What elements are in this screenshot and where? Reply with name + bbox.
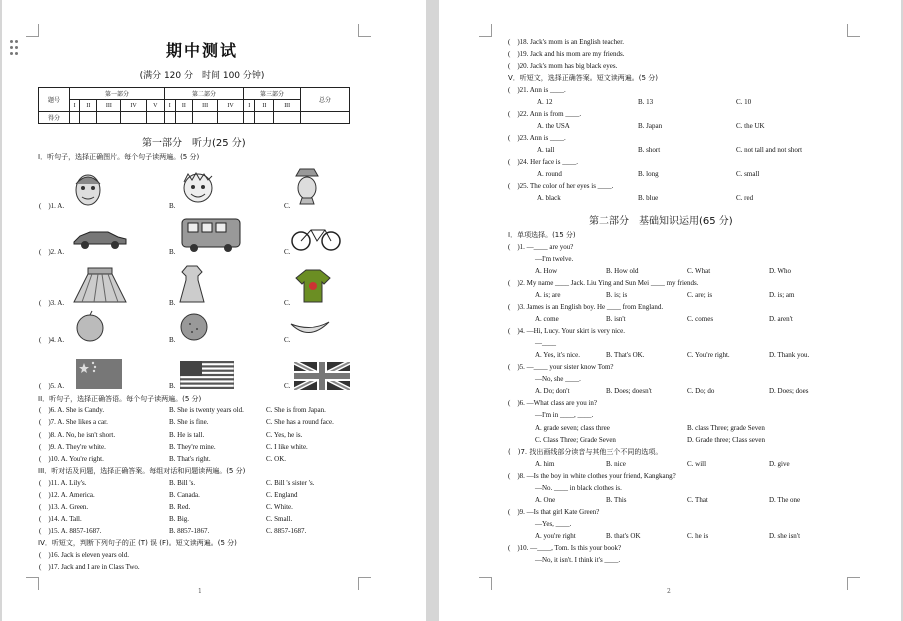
- crop-mark: [26, 24, 39, 37]
- question-text: ( )1. —____ are you?: [508, 243, 574, 251]
- crop-mark: [26, 577, 39, 590]
- question-text: ( )5. —____ your sister know Tom?: [508, 363, 614, 371]
- instruction: III．听对话及问题，选择正确答案。每组对话和问题读两遍。(5 分): [38, 467, 246, 475]
- option-b: B. isn't: [606, 315, 626, 323]
- option-a: A. grade seven; class three: [535, 424, 610, 432]
- question-text: ( )21. Ann is ____.: [508, 86, 566, 94]
- sub-header: III: [97, 100, 121, 112]
- question-text: ( )9. A. They're white.: [39, 443, 106, 451]
- option-label: C.: [284, 336, 291, 344]
- option-d: D. Thank you.: [769, 351, 810, 359]
- option-c: C. the UK: [736, 122, 765, 130]
- question-text: ( )23. Ann is ____.: [508, 134, 566, 142]
- question-text: ( )4. —Hi, Lucy. Your skirt is very nice.: [508, 327, 625, 335]
- instruction: V．听短文，选择正确答案。短文读两遍。(5 分): [508, 74, 658, 82]
- option-b: B. blue: [638, 194, 659, 202]
- china-flag-icon: [76, 359, 122, 389]
- option-a: A. is; are: [535, 291, 561, 299]
- score-table: [38, 87, 350, 124]
- sub-header: III: [193, 100, 218, 112]
- question-text: ( )7. A. She likes a car.: [39, 418, 108, 426]
- sub-header: I: [244, 100, 255, 112]
- apple-icon: [74, 310, 106, 342]
- option-c: C. What: [687, 267, 711, 275]
- sub-header: II: [175, 100, 193, 112]
- option-a: A. One: [535, 496, 556, 504]
- section-title: 第二部分 基础知识运用(65 分): [589, 216, 733, 227]
- bus-icon: [180, 216, 244, 254]
- usa-flag-icon: [180, 361, 234, 389]
- question-text: ( )8. —Is the boy in white clothes your friend, Kangkang?: [508, 472, 676, 480]
- part-header: 第二部分: [165, 88, 244, 100]
- option-c: C. England: [266, 491, 298, 499]
- round-face-icon: [178, 170, 218, 204]
- option-c: C. 8857-1687.: [266, 527, 307, 535]
- option-label: C.: [284, 299, 291, 307]
- option-c: C. She has a round face.: [266, 418, 334, 426]
- option-a: A. him: [535, 460, 555, 468]
- question-line: —No, she ____.: [535, 375, 581, 383]
- sub-header: I: [70, 100, 80, 112]
- option-d: D. Grade three; Class seven: [687, 436, 765, 444]
- option-c: C. small: [736, 170, 760, 178]
- option-b: B. He is tall.: [169, 431, 205, 439]
- car-icon: [72, 228, 128, 250]
- crop-mark: [847, 577, 860, 590]
- question-text: ( )3. James is an English boy. He ____ from England.: [508, 303, 664, 311]
- option-b: B. She is twenty years old.: [169, 406, 244, 414]
- option-c: C. red: [736, 194, 754, 202]
- option-c: C. he is: [687, 532, 709, 540]
- option-d: D. Does; does: [769, 387, 809, 395]
- option-label: C.: [284, 382, 291, 390]
- question-text: ( )24. Her face is ____.: [508, 158, 578, 166]
- sub-header: V: [146, 100, 164, 112]
- option-c: C. Small.: [266, 515, 293, 523]
- page-number: 2: [667, 588, 671, 595]
- question-line: —No, it isn't. I think it's ____.: [535, 556, 621, 564]
- option-b: B. Japan: [638, 122, 663, 130]
- option-b: B. They're mine.: [169, 443, 216, 451]
- option-b: B. How old: [606, 267, 639, 275]
- option-a: A. round: [537, 170, 562, 178]
- option-c: C. You're right.: [687, 351, 730, 359]
- option-c: C. I like white.: [266, 443, 308, 451]
- orange-icon: [178, 312, 210, 342]
- exam-page-2: [439, 0, 901, 621]
- sub-header: IV: [121, 100, 146, 112]
- option-a: A. 12: [537, 98, 553, 106]
- option-b: B. long: [638, 170, 659, 178]
- boy-face-icon: [72, 168, 104, 208]
- dress-icon: [178, 264, 206, 304]
- crop-mark: [847, 24, 860, 37]
- option-d: D. Who: [769, 267, 792, 275]
- sub-header: IV: [218, 100, 244, 112]
- question-text: ( )18. Jack's mom is an English teacher.: [508, 38, 624, 46]
- crop-mark: [358, 24, 371, 37]
- question-text: ( )19. Jack and his mom are my friends.: [508, 50, 625, 58]
- option-c: C. Yes, he is.: [266, 431, 303, 439]
- question-text: ( )14. A. Tall.: [39, 515, 82, 523]
- option-label: B.: [169, 382, 176, 390]
- option-label: C.: [284, 248, 291, 256]
- option-b: B. short: [638, 146, 661, 154]
- question-line: —No. ____ in black clothes is.: [535, 484, 622, 492]
- sub-header: I: [165, 100, 176, 112]
- option-d: D. she isn't: [769, 532, 801, 540]
- question-text: ( )12. A. America.: [39, 491, 95, 499]
- option-c: C. will: [687, 460, 707, 468]
- question-text: ( )6. —What class are you in?: [508, 399, 598, 407]
- option-a: A. black: [537, 194, 561, 202]
- option-label: B.: [169, 202, 176, 210]
- option-b: B. That's OK.: [606, 351, 645, 359]
- question-text: ( )15. A. 8857-1687.: [39, 527, 102, 535]
- option-c: C. Do; do: [687, 387, 715, 395]
- question-text: ( )10. A. You're right.: [39, 455, 104, 463]
- part-header: 第一部分: [70, 88, 165, 100]
- option-b: B. Red.: [169, 503, 191, 511]
- banana-icon: [289, 318, 331, 340]
- option-b: B. nice: [606, 460, 626, 468]
- option-b: B. That's right.: [169, 455, 211, 463]
- question-text: ( )17. Jack and I are in Class Two.: [39, 563, 140, 571]
- option-c: C. comes: [687, 315, 714, 323]
- question-number: ( )5. A.: [39, 382, 65, 390]
- option-c: C. 10: [736, 98, 752, 106]
- man-with-hat-icon: [292, 166, 322, 208]
- sub-header: II: [255, 100, 274, 112]
- instruction: II．听句子，选择正确答语。每个句子读两遍。(5 分): [38, 395, 202, 403]
- question-text: ( )6. A. She is Candy.: [39, 406, 105, 414]
- uk-flag-icon: [294, 362, 350, 390]
- t-shirt-icon: [294, 268, 332, 304]
- option-a: A. the USA: [537, 122, 570, 130]
- option-d: D. aren't: [769, 315, 793, 323]
- section-title: 第一部分 听力(25 分): [142, 138, 246, 149]
- option-c: C. not tall and not short: [736, 146, 803, 154]
- option-a: A. Yes, it's nice.: [535, 351, 581, 359]
- question-line: —I'm in ____, ____.: [535, 411, 594, 419]
- exam-title: 期中测试: [165, 41, 238, 60]
- sub-header: II: [80, 100, 97, 112]
- crop-mark: [358, 577, 371, 590]
- question-text: ( )13. A. Green.: [39, 503, 89, 511]
- question-text: ( )7. 找出画线部分读音与其他三个不同的选项。: [508, 448, 663, 456]
- question-text: ( )2. My name ____ Jack. Liu Ying and Sun Mei ____ my friends.: [508, 279, 699, 287]
- option-a: A. Do; don't: [535, 387, 570, 395]
- option-b: B. class Three; grade Seven: [687, 424, 765, 432]
- question-number: ( )3. A.: [39, 299, 65, 307]
- option-b: B. 13: [638, 98, 654, 106]
- option-d: D. give: [769, 460, 790, 468]
- option-b: B. 8857-1867.: [169, 527, 210, 535]
- bicycle-icon: [289, 222, 343, 252]
- question-number: ( )4. A.: [39, 336, 65, 344]
- instruction: I．听句子，选择正确图片。每个句子读两遍。(5 分): [38, 153, 200, 161]
- question-text: ( )22. Ann is from ____.: [508, 110, 582, 118]
- question-line: —Yes, ____.: [535, 520, 572, 528]
- part-header: 第三部分: [244, 88, 301, 100]
- instruction: I．单项选择。(15 分): [508, 231, 576, 239]
- option-a: A. come: [535, 315, 559, 323]
- option-c: C. Bill 's sister 's.: [266, 479, 315, 487]
- option-c: C. She is from Japan.: [266, 406, 326, 414]
- option-c: C. Class Three; Grade Seven: [535, 436, 616, 444]
- question-text: ( )8. A. No, he isn't short.: [39, 431, 116, 439]
- page-number: 1: [198, 588, 202, 595]
- option-c: C. are; is: [687, 291, 713, 299]
- exam-page-1: [2, 0, 426, 621]
- crop-mark: [479, 577, 492, 590]
- sub-header: III: [274, 100, 301, 112]
- question-text: ( )9. —Is that girl Kate Green?: [508, 508, 600, 516]
- option-b: B. is; is: [606, 291, 628, 299]
- option-b: B. She is fine.: [169, 418, 209, 426]
- option-c: C. OK.: [266, 455, 287, 463]
- option-a: A. How: [535, 267, 558, 275]
- question-line: —I'm twelve.: [535, 255, 574, 263]
- option-label: B.: [169, 299, 176, 307]
- question-text: ( )11. A. Lily's.: [39, 479, 87, 487]
- skirt-icon: [72, 266, 128, 306]
- option-c: C. White.: [266, 503, 293, 511]
- question-text: ( )16. Jack is eleven years old.: [39, 551, 129, 559]
- exam-subtitle: (满分 120 分 时间 100 分钟): [139, 71, 265, 81]
- score-label: 得分: [39, 112, 70, 124]
- option-label: C.: [284, 202, 291, 210]
- option-b: B. Canada.: [169, 491, 200, 499]
- option-b: B. Big.: [169, 515, 190, 523]
- option-c: C. That: [687, 496, 708, 504]
- option-a: A. tall: [537, 146, 555, 154]
- question-line: —____: [535, 339, 556, 347]
- crop-mark: [479, 24, 492, 37]
- question-text: ( )25. The color of her eyes is ____.: [508, 182, 614, 190]
- instruction: IV．听短文，判断下列句子的正 (T) 误 (F)。短文读两遍。(5 分): [38, 539, 237, 547]
- option-b: B. Does; doesn't: [606, 387, 652, 395]
- row-label: 题号: [39, 88, 70, 112]
- question-text: ( )20. Jack's mom has big black eyes.: [508, 62, 618, 70]
- option-b: B. This: [606, 496, 627, 504]
- option-label: B.: [169, 248, 176, 256]
- option-a: A. you're right: [535, 532, 576, 540]
- part-header: 总分: [301, 88, 350, 112]
- option-b: B. Bill 's.: [169, 479, 196, 487]
- option-d: D. is; am: [769, 291, 795, 299]
- question-text: ( )10. —____, Tom. Is this your book?: [508, 544, 622, 552]
- option-d: D. The one: [769, 496, 801, 504]
- option-label: B.: [169, 336, 176, 344]
- option-b: B. that's OK: [606, 532, 641, 540]
- question-number: ( )1. A.: [39, 202, 65, 210]
- question-number: ( )2. A.: [39, 248, 65, 256]
